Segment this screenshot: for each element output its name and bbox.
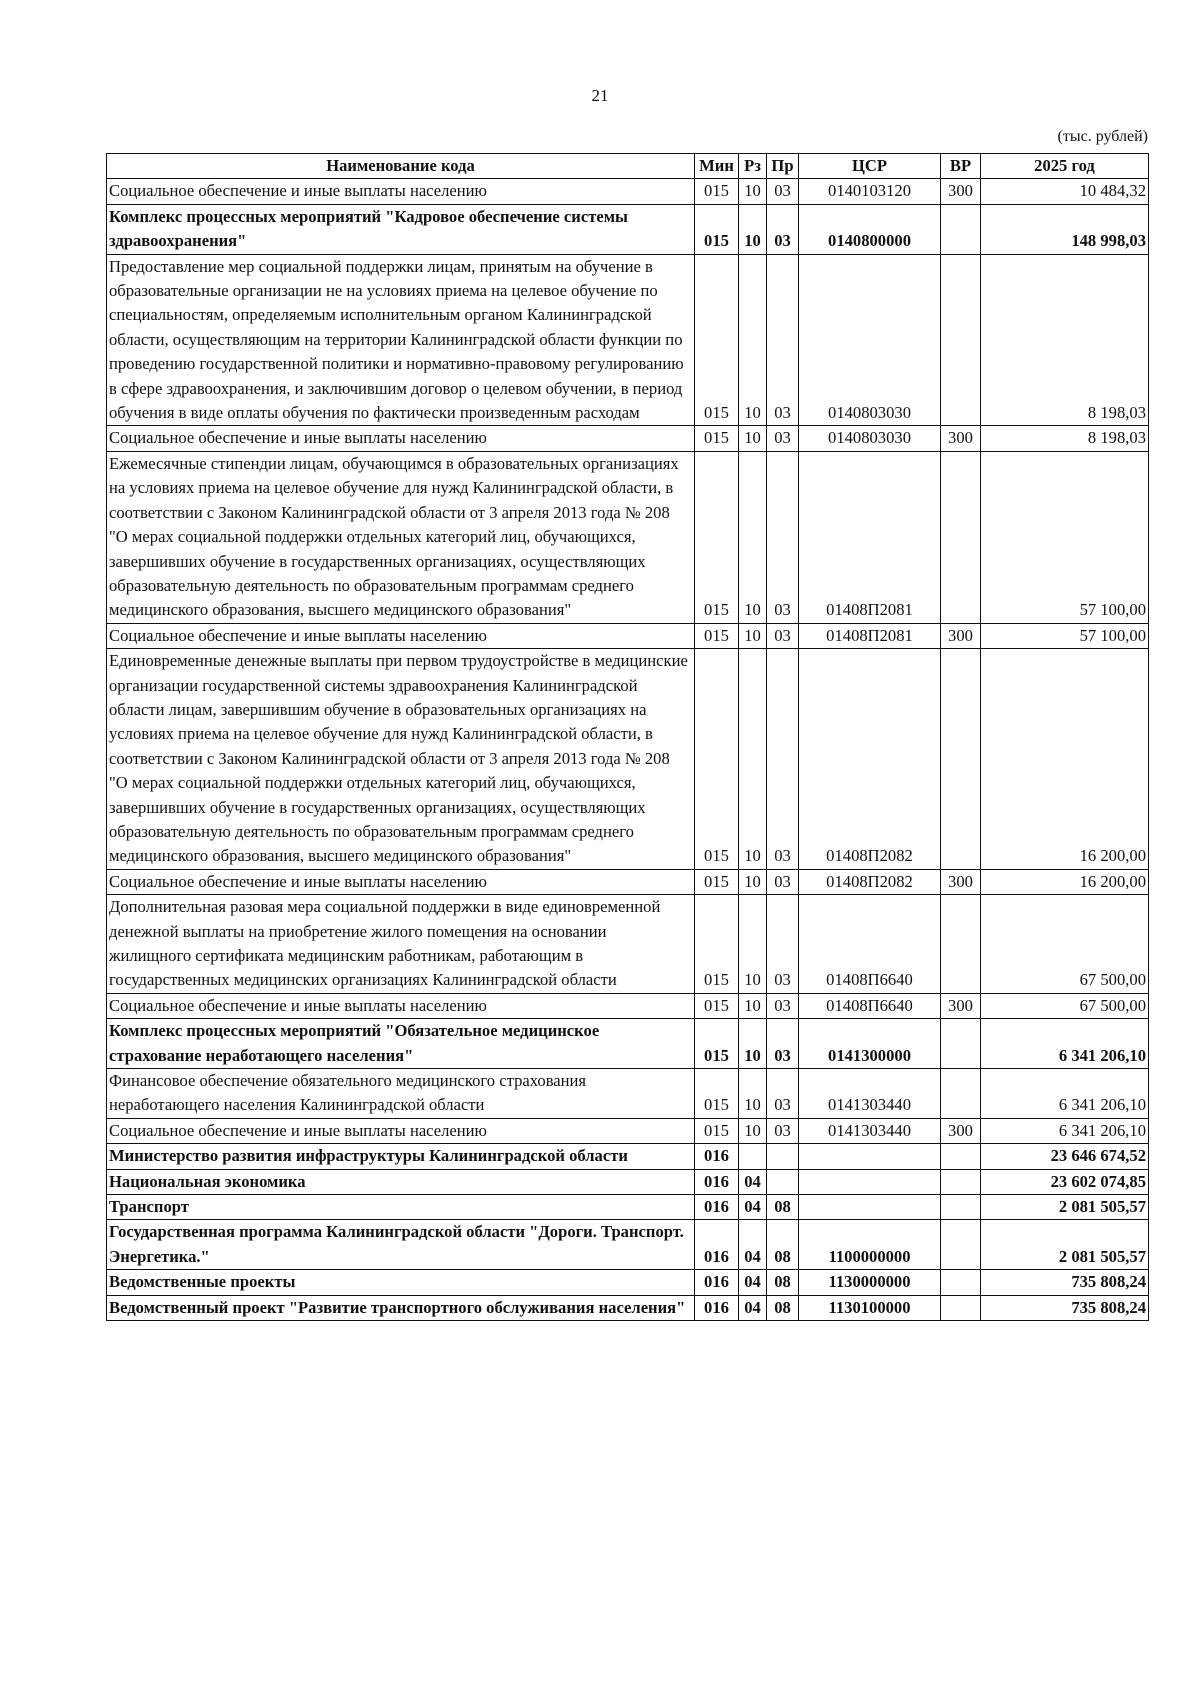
cell-csr xyxy=(799,1195,941,1220)
table-row xyxy=(107,1220,1149,1270)
cell-rz: 10 xyxy=(739,623,767,648)
cell-rz xyxy=(739,1144,767,1169)
cell-min: 015 xyxy=(695,649,739,870)
table-row xyxy=(107,426,1149,451)
cell-vr xyxy=(941,1069,981,1119)
cell-sum: 735 808,24 xyxy=(981,1270,1149,1295)
cell-pr: 03 xyxy=(767,179,799,204)
header-name: Наименование кода xyxy=(107,154,695,179)
cell-csr: 01408П2082 xyxy=(799,869,941,894)
cell-name: Финансовое обеспечение обязательного медицинского страхования неработающего населения Калининградской области xyxy=(107,1069,695,1119)
cell-pr: 03 xyxy=(767,1019,799,1069)
cell-sum: 148 998,03 xyxy=(981,204,1149,254)
table-row xyxy=(107,179,1149,204)
cell-vr xyxy=(941,895,981,994)
cell-rz: 10 xyxy=(739,869,767,894)
cell-sum: 2 081 505,57 xyxy=(981,1220,1149,1270)
table-body xyxy=(107,179,1149,1321)
cell-name: Социальное обеспечение и иные выплаты населению xyxy=(107,179,695,204)
cell-sum: 8 198,03 xyxy=(981,426,1149,451)
cell-vr xyxy=(941,204,981,254)
cell-sum: 6 341 206,10 xyxy=(981,1019,1149,1069)
cell-pr: 08 xyxy=(767,1295,799,1320)
page-number: 21 xyxy=(591,86,609,105)
cell-rz: 10 xyxy=(739,204,767,254)
cell-min: 016 xyxy=(695,1169,739,1194)
cell-min: 015 xyxy=(695,1019,739,1069)
cell-vr xyxy=(941,254,981,426)
cell-vr: 300 xyxy=(941,179,981,204)
cell-csr: 1100000000 xyxy=(799,1220,941,1270)
table-row xyxy=(107,1144,1149,1169)
cell-sum: 57 100,00 xyxy=(981,623,1149,648)
cell-sum: 67 500,00 xyxy=(981,993,1149,1018)
cell-pr: 03 xyxy=(767,869,799,894)
cell-csr xyxy=(799,1144,941,1169)
cell-pr: 03 xyxy=(767,1069,799,1119)
table-row xyxy=(107,895,1149,994)
cell-min: 015 xyxy=(695,426,739,451)
cell-pr: 03 xyxy=(767,1118,799,1143)
cell-rz: 10 xyxy=(739,895,767,994)
cell-csr: 01408П2081 xyxy=(799,451,941,623)
cell-name: Ведомственные проекты xyxy=(107,1270,695,1295)
cell-pr: 08 xyxy=(767,1195,799,1220)
cell-rz: 04 xyxy=(739,1295,767,1320)
cell-vr xyxy=(941,1295,981,1320)
cell-csr: 0141300000 xyxy=(799,1019,941,1069)
cell-min: 016 xyxy=(695,1144,739,1169)
cell-min: 015 xyxy=(695,179,739,204)
table-row xyxy=(107,1118,1149,1143)
cell-rz: 04 xyxy=(739,1220,767,1270)
cell-sum: 57 100,00 xyxy=(981,451,1149,623)
header-csr: ЦСР xyxy=(799,154,941,179)
cell-csr: 01408П2081 xyxy=(799,623,941,648)
cell-name: Национальная экономика xyxy=(107,1169,695,1194)
cell-name: Ежемесячные стипендии лицам, обучающимся в образовательных организациях на условиях приема на целевое обучение для нужд Калининградской области, в соответствии с Законом Калининградской области от 3 апреля 2013 года № 208 "О мерах социальной поддержки отдельных категорий лиц, обучающихся, завершивших обучение в государственных организациях, осуществляющих образовательную деятельность по образовательным программам среднего медицинского образования, высшего медицинского образования" xyxy=(107,451,695,623)
table-row xyxy=(107,1195,1149,1220)
cell-name: Социальное обеспечение и иные выплаты населению xyxy=(107,869,695,894)
table-row xyxy=(107,451,1149,623)
cell-rz: 04 xyxy=(739,1270,767,1295)
header-sum: 2025 год xyxy=(981,154,1149,179)
table-row xyxy=(107,1295,1149,1320)
cell-pr: 03 xyxy=(767,254,799,426)
cell-name: Социальное обеспечение и иные выплаты населению xyxy=(107,623,695,648)
cell-sum: 23 646 674,52 xyxy=(981,1144,1149,1169)
cell-pr xyxy=(767,1169,799,1194)
table-row xyxy=(107,204,1149,254)
cell-rz: 10 xyxy=(739,649,767,870)
cell-name: Единовременные денежные выплаты при первом трудоустройстве в медицинские организации государственной системы здравоохранения Калининградской области лицам, завершившим обучение в образовательных организациях на условиях приема на целевое обучение для нужд Калининградской области, в соответствии с Законом Калининградской области от 3 апреля 2013 года № 208 "О мерах социальной поддержки отдельных категорий лиц, обучающихся, завершивших обучение в государственных организациях, осуществляющих образовательную деятельность по образовательным программам среднего медицинского образования, высшего медицинского образования" xyxy=(107,649,695,870)
cell-sum: 67 500,00 xyxy=(981,895,1149,994)
cell-rz: 10 xyxy=(739,1118,767,1143)
cell-min: 015 xyxy=(695,869,739,894)
cell-pr: 03 xyxy=(767,649,799,870)
cell-csr: 0140800000 xyxy=(799,204,941,254)
cell-rz: 10 xyxy=(739,254,767,426)
header-rz: Рз xyxy=(739,154,767,179)
cell-rz: 10 xyxy=(739,451,767,623)
cell-min: 016 xyxy=(695,1270,739,1295)
cell-min: 016 xyxy=(695,1195,739,1220)
cell-min: 015 xyxy=(695,204,739,254)
cell-min: 015 xyxy=(695,895,739,994)
cell-min: 015 xyxy=(695,623,739,648)
cell-sum: 6 341 206,10 xyxy=(981,1069,1149,1119)
cell-vr xyxy=(941,1019,981,1069)
cell-csr: 1130100000 xyxy=(799,1295,941,1320)
cell-vr: 300 xyxy=(941,1118,981,1143)
cell-sum: 10 484,32 xyxy=(981,179,1149,204)
header-min: Мин xyxy=(695,154,739,179)
cell-rz: 04 xyxy=(739,1195,767,1220)
cell-min: 015 xyxy=(695,1069,739,1119)
cell-rz: 10 xyxy=(739,1069,767,1119)
cell-pr: 03 xyxy=(767,426,799,451)
cell-rz: 10 xyxy=(739,1019,767,1069)
table-row xyxy=(107,869,1149,894)
budget-table xyxy=(106,153,1149,1321)
cell-sum: 16 200,00 xyxy=(981,869,1149,894)
cell-rz: 04 xyxy=(739,1169,767,1194)
cell-vr: 300 xyxy=(941,623,981,648)
header-vr: ВР xyxy=(941,154,981,179)
cell-min: 016 xyxy=(695,1295,739,1320)
cell-pr: 03 xyxy=(767,993,799,1018)
cell-vr: 300 xyxy=(941,426,981,451)
cell-sum: 23 602 074,85 xyxy=(981,1169,1149,1194)
cell-sum: 735 808,24 xyxy=(981,1295,1149,1320)
table-row xyxy=(107,1270,1149,1295)
cell-min: 015 xyxy=(695,1118,739,1143)
cell-name: Социальное обеспечение и иные выплаты населению xyxy=(107,1118,695,1143)
table-row xyxy=(107,1169,1149,1194)
cell-sum: 8 198,03 xyxy=(981,254,1149,426)
table-row xyxy=(107,1069,1149,1119)
cell-name: Социальное обеспечение и иные выплаты населению xyxy=(107,426,695,451)
table-row xyxy=(107,623,1149,648)
cell-csr: 1130000000 xyxy=(799,1270,941,1295)
cell-csr: 0141303440 xyxy=(799,1069,941,1119)
cell-vr xyxy=(941,1220,981,1270)
cell-name: Министерство развития инфраструктуры Калининградской области xyxy=(107,1144,695,1169)
cell-min: 015 xyxy=(695,451,739,623)
cell-pr: 08 xyxy=(767,1270,799,1295)
cell-vr: 300 xyxy=(941,869,981,894)
cell-name: Транспорт xyxy=(107,1195,695,1220)
cell-sum: 6 341 206,10 xyxy=(981,1118,1149,1143)
cell-vr xyxy=(941,451,981,623)
cell-csr: 01408П6640 xyxy=(799,993,941,1018)
table-header-row xyxy=(107,154,1149,179)
table-row xyxy=(107,649,1149,870)
cell-vr xyxy=(941,1169,981,1194)
cell-vr xyxy=(941,649,981,870)
cell-vr: 300 xyxy=(941,993,981,1018)
table-row xyxy=(107,254,1149,426)
cell-name: Предоставление мер социальной поддержки лицам, принятым на обучение в образовательные организации не на условиях приема на целевое обучение по специальностям, определяемым исполнительным органом Калининградской области, осуществляющим на территории Калининградской области функции по проведению государственной политики и нормативно-правовому регулированию в сфере здравоохранения, и заключившим договор о целевом обучении, в период обучения в виде оплаты обучения по фактически произведенным расходам xyxy=(107,254,695,426)
cell-name: Ведомственный проект "Развитие транспортного обслуживания населения" xyxy=(107,1295,695,1320)
cell-pr: 03 xyxy=(767,623,799,648)
cell-vr xyxy=(941,1195,981,1220)
cell-vr xyxy=(941,1144,981,1169)
cell-csr: 0140103120 xyxy=(799,179,941,204)
cell-pr: 03 xyxy=(767,895,799,994)
cell-csr: 0140803030 xyxy=(799,254,941,426)
cell-csr: 01408П2082 xyxy=(799,649,941,870)
cell-csr xyxy=(799,1169,941,1194)
cell-csr: 0141303440 xyxy=(799,1118,941,1143)
cell-rz: 10 xyxy=(739,426,767,451)
cell-csr: 01408П6640 xyxy=(799,895,941,994)
table-row xyxy=(107,993,1149,1018)
cell-min: 015 xyxy=(695,254,739,426)
cell-pr xyxy=(767,1144,799,1169)
cell-sum: 16 200,00 xyxy=(981,649,1149,870)
cell-rz: 10 xyxy=(739,993,767,1018)
cell-min: 016 xyxy=(695,1220,739,1270)
cell-rz: 10 xyxy=(739,179,767,204)
cell-vr xyxy=(941,1270,981,1295)
cell-name: Дополнительная разовая мера социальной поддержки в виде единовременной денежной выплаты на приобретение жилого помещения на основании жилищного сертификата медицинским работникам, работающим в государственных медицинских организациях Калининградской области xyxy=(107,895,695,994)
cell-name: Комплекс процессных мероприятий "Обязательное медицинское страхование неработающего населения" xyxy=(107,1019,695,1069)
cell-csr: 0140803030 xyxy=(799,426,941,451)
cell-name: Социальное обеспечение и иные выплаты населению xyxy=(107,993,695,1018)
units-label: (тыс. рублей) xyxy=(1057,128,1148,145)
cell-sum: 2 081 505,57 xyxy=(981,1195,1149,1220)
cell-pr: 03 xyxy=(767,451,799,623)
header-pr: Пр xyxy=(767,154,799,179)
cell-pr: 03 xyxy=(767,204,799,254)
cell-min: 015 xyxy=(695,993,739,1018)
table-row xyxy=(107,1019,1149,1069)
cell-name: Комплекс процессных мероприятий "Кадровое обеспечение системы здравоохранения" xyxy=(107,204,695,254)
cell-pr: 08 xyxy=(767,1220,799,1270)
cell-name: Государственная программа Калининградской области "Дороги. Транспорт. Энергетика." xyxy=(107,1220,695,1270)
